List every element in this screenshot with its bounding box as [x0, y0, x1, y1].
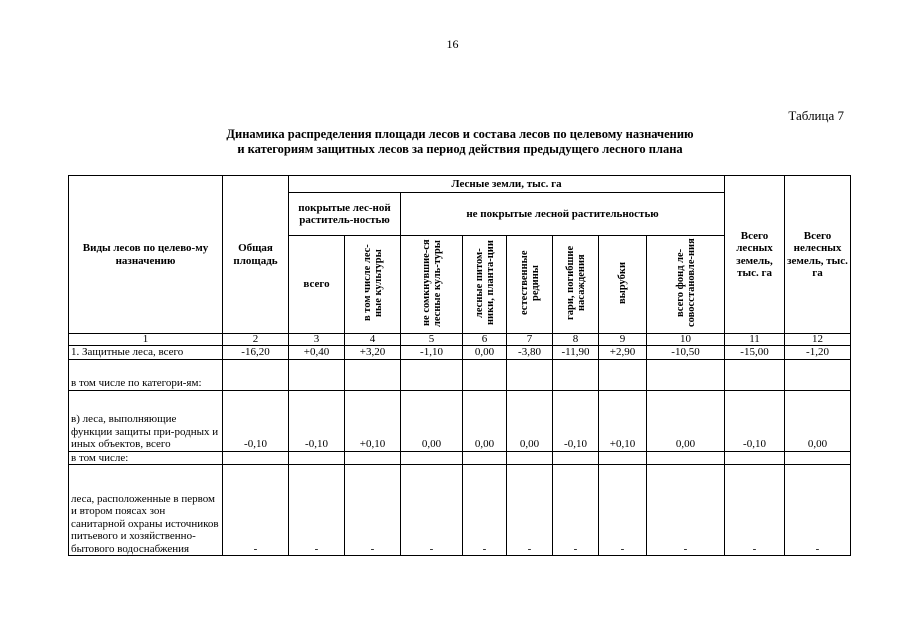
cell-value [553, 359, 599, 390]
cell-value [223, 359, 289, 390]
table-title [130, 127, 790, 157]
cell-value: -10,50 [647, 346, 725, 360]
cell-value: -0,10 [223, 390, 289, 451]
cell-value: +2,90 [599, 346, 647, 360]
cell-value: -3,80 [507, 346, 553, 360]
header-c10-text: всего фонд ле-совосстановле-ния [674, 238, 697, 328]
cell-value [785, 359, 851, 390]
header-c9-text: вырубки [617, 261, 628, 304]
cell-value: +0,10 [599, 390, 647, 451]
col-num: 3 [289, 334, 345, 346]
col-num: 8 [553, 334, 599, 346]
cell-value [401, 359, 463, 390]
table-row [69, 465, 851, 556]
header-forest-lands: Лесные земли, тыс. га [289, 176, 725, 193]
row-label: 1. Защитные леса, всего [69, 346, 223, 360]
cell-value [785, 451, 851, 465]
cell-value [647, 451, 725, 465]
header-not-covered: не покрытые лесной растительностью [401, 193, 725, 236]
table-row [69, 346, 851, 360]
table-row [69, 451, 851, 465]
cell-value [223, 451, 289, 465]
header-c7-text: естественные редины [518, 250, 541, 316]
cell-value: -0,10 [289, 390, 345, 451]
cell-value: +0,40 [289, 346, 345, 360]
col-num: 9 [599, 334, 647, 346]
header-type: Виды лесов по целево-му назначению [69, 176, 223, 334]
col-num: 1 [69, 334, 223, 346]
cell-value [725, 359, 785, 390]
col-num: 10 [647, 334, 725, 346]
cell-value: -1,10 [401, 346, 463, 360]
cell-value [599, 451, 647, 465]
page-number: 16 [446, 37, 459, 51]
cell-value: - [345, 465, 401, 556]
cell-value [289, 451, 345, 465]
col-num: 2 [223, 334, 289, 346]
title-line-1: Динамика распределения площади лесов и состава лесов по целевому назначению [226, 127, 694, 141]
header-total-nonforest: Всего нелесных земель, тыс. га [785, 176, 851, 334]
cell-value: - [599, 465, 647, 556]
forest-dynamics-table [68, 175, 851, 556]
cell-value: -15,00 [725, 346, 785, 360]
col-num: 6 [463, 334, 507, 346]
cell-value [725, 451, 785, 465]
cell-value: 0,00 [463, 346, 507, 360]
cell-value: - [463, 465, 507, 556]
header-c9 [599, 236, 647, 334]
header-c4-text: в том числе лес-ные культуры [361, 244, 384, 322]
cell-value: 0,00 [401, 390, 463, 451]
header-c10 [647, 236, 725, 334]
cell-value [507, 451, 553, 465]
header-c8 [553, 236, 599, 334]
cell-value: 0,00 [647, 390, 725, 451]
cell-value [345, 451, 401, 465]
title-line-2: и категориям защитных лесов за период действия предыдущего лесного плана [237, 142, 683, 156]
table-row [69, 390, 851, 451]
cell-value: - [289, 465, 345, 556]
header-c7 [507, 236, 553, 334]
cell-value [507, 359, 553, 390]
header-c3: всего [289, 236, 345, 334]
cell-value: +0,10 [345, 390, 401, 451]
header-c6-text: лесные питом-ники, планта-ции [473, 240, 496, 326]
header-c5-text: не сомкнувшие-ся лесные куль-туры [420, 239, 443, 327]
cell-value: - [647, 465, 725, 556]
col-num: 7 [507, 334, 553, 346]
cell-value: -1,20 [785, 346, 851, 360]
column-numbers-row [69, 334, 851, 346]
cell-value: - [725, 465, 785, 556]
cell-value: +3,20 [345, 346, 401, 360]
table-label: Таблица 7 [788, 108, 844, 123]
cell-value: - [401, 465, 463, 556]
row-label: в том числе по категори-ям: [69, 359, 223, 390]
row-label: в) леса, выполняющие функции защиты при-родных и иных объектов, всего [69, 390, 223, 451]
cell-value: -0,10 [553, 390, 599, 451]
cell-value [401, 451, 463, 465]
col-num: 4 [345, 334, 401, 346]
cell-value: - [223, 465, 289, 556]
header-c6 [463, 236, 507, 334]
cell-value: -16,20 [223, 346, 289, 360]
cell-value: - [553, 465, 599, 556]
table-row [69, 359, 851, 390]
cell-value: 0,00 [507, 390, 553, 451]
cell-value: -11,90 [553, 346, 599, 360]
col-num: 5 [401, 334, 463, 346]
cell-value [553, 451, 599, 465]
col-num: 11 [725, 334, 785, 346]
cell-value [345, 359, 401, 390]
header-c4 [345, 236, 401, 334]
cell-value [647, 359, 725, 390]
cell-value: - [785, 465, 851, 556]
cell-value [289, 359, 345, 390]
header-c8-text: гари, погибшие насаждения [564, 245, 587, 320]
cell-value [463, 451, 507, 465]
cell-value: 0,00 [785, 390, 851, 451]
row-label: леса, расположенные в первом и втором поясах зон санитарной охраны источников питьевого и хозяйственно-бытового водоснабжения [69, 465, 223, 556]
header-covered: покрытые лес-ной раститель-ностью [289, 193, 401, 236]
cell-value [599, 359, 647, 390]
header-total-forest: Всего лесных земель, тыс. га [725, 176, 785, 334]
col-num: 12 [785, 334, 851, 346]
cell-value: - [507, 465, 553, 556]
cell-value [463, 359, 507, 390]
cell-value: 0,00 [463, 390, 507, 451]
cell-value: -0,10 [725, 390, 785, 451]
header-total-area: Общая площадь [223, 176, 289, 334]
header-c5 [401, 236, 463, 334]
row-label: в том числе: [69, 451, 223, 465]
